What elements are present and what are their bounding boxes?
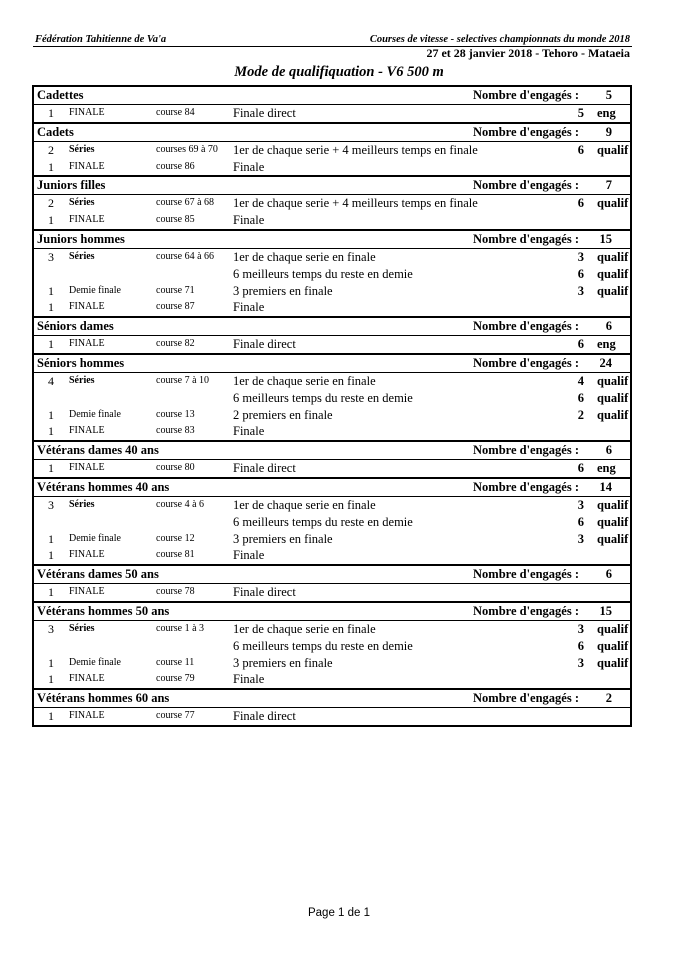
table-row bbox=[34, 423, 630, 440]
category-header bbox=[34, 124, 630, 142]
race-type: FINALE bbox=[69, 549, 105, 561]
qualification-status: qualif bbox=[597, 390, 629, 405]
category-block bbox=[32, 229, 632, 318]
category-name: Cadettes bbox=[37, 88, 84, 102]
race-count: 1 bbox=[48, 672, 54, 687]
qualification-rule: 6 meilleurs temps du reste en demie bbox=[233, 638, 413, 653]
category-header bbox=[34, 355, 630, 373]
race-count: 1 bbox=[48, 655, 54, 670]
race-type: Séries bbox=[69, 143, 95, 155]
race-type: FINALE bbox=[69, 673, 105, 685]
table-row bbox=[34, 105, 630, 122]
table-row bbox=[34, 531, 630, 548]
qualified-count: 6 bbox=[577, 196, 584, 211]
category-header bbox=[34, 690, 630, 708]
category-block bbox=[32, 440, 632, 479]
qualification-rule: 1er de chaque serie + 4 meilleurs temps en finale bbox=[233, 196, 478, 211]
table-row bbox=[34, 283, 630, 300]
course-number: course 79 bbox=[156, 673, 195, 685]
engages-count: 7 bbox=[605, 178, 612, 193]
qualified-count: 6 bbox=[577, 266, 584, 281]
race-count: 1 bbox=[48, 461, 54, 476]
engages-label: Nombre d'engagés : bbox=[473, 178, 580, 193]
federation-name: Fédération Tahitienne de Va'a bbox=[35, 34, 167, 45]
course-number: course 4 à 6 bbox=[156, 498, 205, 510]
qualification-rule: 6 meilleurs temps du reste en demie bbox=[233, 390, 413, 405]
table-row bbox=[34, 638, 630, 655]
qualification-status: qualif bbox=[597, 249, 629, 264]
table-row bbox=[34, 547, 630, 564]
race-count: 1 bbox=[48, 213, 54, 228]
qualification-rule: 6 meilleurs temps du reste en demie bbox=[233, 514, 413, 529]
qualification-rule: 3 premiers en finale bbox=[233, 531, 333, 546]
qualification-status: qualif bbox=[597, 196, 629, 211]
engages-count: 15 bbox=[599, 603, 612, 618]
race-count: 1 bbox=[48, 407, 54, 422]
engages-label: Nombre d'engagés : bbox=[473, 603, 580, 618]
qualified-count: 6 bbox=[577, 638, 584, 653]
race-type: Demie finale bbox=[69, 284, 121, 296]
category-name: Cadets bbox=[37, 124, 74, 139]
qualification-status: qualif bbox=[597, 266, 629, 281]
qualification-status: eng bbox=[597, 461, 616, 476]
qualification-status: qualif bbox=[597, 142, 629, 157]
qualification-rule: 6 meilleurs temps du reste en demie bbox=[233, 266, 413, 281]
race-type: FINALE bbox=[69, 710, 105, 722]
race-type: FINALE bbox=[69, 338, 105, 350]
qualified-count: 3 bbox=[577, 497, 584, 512]
table-row bbox=[34, 142, 630, 159]
engages-label: Nombre d'engagés : bbox=[473, 567, 580, 582]
qualification-status: qualif bbox=[597, 407, 629, 422]
race-count: 1 bbox=[48, 106, 54, 120]
race-count: 1 bbox=[48, 585, 54, 600]
qualification-status: qualif bbox=[597, 283, 629, 298]
table-row bbox=[34, 621, 630, 638]
race-count: 3 bbox=[48, 621, 54, 636]
engages-label: Nombre d'engagés : bbox=[473, 443, 580, 458]
engages-count: 6 bbox=[605, 567, 612, 582]
qualified-count: 6 bbox=[577, 514, 584, 529]
category-name: Vétérans hommes 50 ans bbox=[37, 603, 170, 618]
engages-label: Nombre d'engagés : bbox=[473, 231, 580, 246]
qualification-rule: Finale bbox=[233, 159, 265, 174]
course-number: course 83 bbox=[156, 425, 195, 437]
category-name: Séniors dames bbox=[37, 319, 114, 334]
category-name: Vétérans dames 50 ans bbox=[37, 567, 159, 582]
race-count: 1 bbox=[48, 548, 54, 563]
engages-count: 15 bbox=[599, 231, 612, 246]
table-row bbox=[34, 390, 630, 407]
race-count: 2 bbox=[48, 142, 54, 157]
category-name: Juniors hommes bbox=[37, 231, 125, 246]
category-name: Vétérans dames 40 ans bbox=[37, 443, 159, 458]
course-number: course 7 à 10 bbox=[156, 374, 210, 386]
race-type: Séries bbox=[69, 374, 95, 386]
race-count: 1 bbox=[48, 424, 54, 439]
page-title: Mode de qualifiquation - V6 500 m bbox=[234, 64, 444, 80]
qualified-count: 3 bbox=[577, 249, 584, 264]
engages-count: 14 bbox=[599, 479, 612, 494]
race-count: 1 bbox=[48, 300, 54, 315]
qualification-status: qualif bbox=[597, 655, 629, 670]
category-block bbox=[32, 122, 632, 178]
race-type: Demie finale bbox=[69, 408, 121, 420]
engages-label: Nombre d'engagés : bbox=[473, 124, 580, 139]
race-count: 1 bbox=[48, 337, 54, 352]
course-number: course 11 bbox=[156, 656, 195, 668]
qualification-rule: 1er de chaque serie en finale bbox=[233, 621, 376, 636]
category-name: Séniors hommes bbox=[37, 355, 125, 370]
qualified-count: 6 bbox=[577, 337, 584, 352]
category-block bbox=[32, 477, 632, 566]
category-block bbox=[32, 353, 632, 442]
race-count: 1 bbox=[48, 283, 54, 298]
qualification-rule: 1er de chaque serie en finale bbox=[233, 249, 376, 264]
course-number: course 87 bbox=[156, 301, 195, 313]
engages-count: 9 bbox=[605, 124, 612, 139]
course-number: course 77 bbox=[156, 710, 195, 722]
date-location: 27 et 28 janvier 2018 - Tehoro - Mataeia bbox=[426, 46, 630, 60]
race-count: 1 bbox=[48, 531, 54, 546]
category-header bbox=[34, 442, 630, 460]
table-row bbox=[34, 655, 630, 672]
table-row bbox=[34, 407, 630, 424]
qualification-rule: 3 premiers en finale bbox=[233, 655, 333, 670]
category-block bbox=[32, 316, 632, 355]
competition-name: Courses de vitesse - selectives championnats du monde 2018 bbox=[369, 34, 630, 45]
qualification-rule: Finale direct bbox=[233, 709, 296, 724]
qualification-table bbox=[32, 87, 632, 727]
qualification-status: qualif bbox=[597, 638, 629, 653]
category-block bbox=[32, 601, 632, 690]
qualified-count: 3 bbox=[577, 621, 584, 636]
qualification-rule: 1er de chaque serie + 4 meilleurs temps en finale bbox=[233, 142, 478, 157]
table-row bbox=[34, 195, 630, 212]
qualified-count: 6 bbox=[577, 461, 584, 476]
course-number: course 78 bbox=[156, 586, 195, 598]
course-number: course 85 bbox=[156, 214, 195, 226]
engages-label: Nombre d'engagés : bbox=[473, 319, 580, 334]
race-count: 1 bbox=[48, 159, 54, 174]
category-name: Vétérans hommes 60 ans bbox=[37, 691, 170, 706]
race-type: FINALE bbox=[69, 462, 105, 474]
qualification-rule: Finale direct bbox=[233, 585, 296, 600]
qualification-status: qualif bbox=[597, 514, 629, 529]
table-row bbox=[34, 671, 630, 688]
table-row bbox=[34, 336, 630, 353]
qualification-rule: Finale bbox=[233, 300, 265, 315]
race-type: Demie finale bbox=[69, 532, 121, 544]
table-row bbox=[34, 299, 630, 316]
table-row bbox=[34, 266, 630, 283]
race-count: 3 bbox=[48, 497, 54, 512]
engages-count: 5 bbox=[605, 88, 612, 102]
race-count: 3 bbox=[48, 249, 54, 264]
qualified-count: 4 bbox=[577, 373, 584, 388]
race-type: Demie finale bbox=[69, 656, 121, 668]
course-number: course 82 bbox=[156, 338, 195, 350]
qualification-rule: Finale bbox=[233, 548, 265, 563]
table-row bbox=[34, 373, 630, 390]
category-block bbox=[32, 85, 632, 124]
race-type: FINALE bbox=[69, 214, 105, 226]
engages-label: Nombre d'engagés : bbox=[473, 479, 580, 494]
category-block bbox=[32, 564, 632, 603]
table-row bbox=[34, 514, 630, 531]
race-type: FINALE bbox=[69, 160, 105, 172]
qualification-rule: Finale direct bbox=[233, 337, 296, 352]
category-header bbox=[34, 177, 630, 195]
race-count: 4 bbox=[48, 373, 54, 388]
table-row bbox=[34, 460, 630, 477]
engages-label: Nombre d'engagés : bbox=[473, 355, 580, 370]
category-header bbox=[34, 231, 630, 249]
engages-count: 6 bbox=[605, 443, 612, 458]
race-type: Séries bbox=[69, 250, 95, 262]
qualified-count: 3 bbox=[577, 655, 584, 670]
category-name: Vétérans hommes 40 ans bbox=[37, 479, 170, 494]
qualification-status: qualif bbox=[597, 373, 629, 388]
category-header bbox=[34, 87, 630, 105]
table-row bbox=[34, 497, 630, 514]
race-type: Séries bbox=[69, 498, 95, 510]
engages-count: 6 bbox=[605, 319, 612, 334]
table-row bbox=[34, 212, 630, 229]
qualification-rule: Finale bbox=[233, 424, 265, 439]
category-block bbox=[32, 688, 632, 727]
qualification-status: eng bbox=[597, 106, 616, 120]
category-name: Juniors filles bbox=[37, 178, 106, 193]
category-header bbox=[34, 318, 630, 336]
qualification-rule: 1er de chaque serie en finale bbox=[233, 373, 376, 388]
table-row bbox=[34, 159, 630, 176]
qualification-rule: 2 premiers en finale bbox=[233, 407, 333, 422]
qualification-status: qualif bbox=[597, 621, 629, 636]
engages-label: Nombre d'engagés : bbox=[473, 691, 580, 706]
race-type: FINALE bbox=[69, 301, 105, 313]
qualification-rule: 3 premiers en finale bbox=[233, 283, 333, 298]
course-number: course 12 bbox=[156, 532, 195, 544]
race-count: 1 bbox=[48, 709, 54, 724]
course-number: course 13 bbox=[156, 408, 195, 420]
qualification-status: qualif bbox=[597, 531, 629, 546]
qualified-count: 3 bbox=[577, 531, 584, 546]
engages-label: Nombre d'engagés : bbox=[473, 88, 580, 102]
category-header bbox=[34, 603, 630, 621]
race-count: 2 bbox=[48, 196, 54, 211]
category-header bbox=[34, 566, 630, 584]
course-number: course 64 à 66 bbox=[156, 250, 215, 262]
course-number: course 71 bbox=[156, 284, 195, 296]
race-type: Séries bbox=[69, 197, 95, 209]
category-header bbox=[34, 479, 630, 497]
qualification-rule: Finale bbox=[233, 672, 265, 687]
course-number: course 80 bbox=[156, 462, 195, 474]
qualified-count: 2 bbox=[577, 407, 584, 422]
course-number: course 1 à 3 bbox=[156, 622, 205, 634]
qualified-count: 6 bbox=[577, 142, 584, 157]
table-row bbox=[34, 249, 630, 266]
qualification-rule: Finale direct bbox=[233, 461, 296, 476]
race-type: FINALE bbox=[69, 586, 105, 598]
course-number: course 67 à 68 bbox=[156, 197, 215, 209]
race-type: FINALE bbox=[69, 425, 105, 437]
race-type: Séries bbox=[69, 622, 95, 634]
course-number: course 84 bbox=[156, 107, 195, 118]
course-number: course 86 bbox=[156, 160, 195, 172]
qualified-count: 5 bbox=[577, 106, 584, 120]
qualified-count: 6 bbox=[577, 390, 584, 405]
race-type: FINALE bbox=[69, 107, 105, 118]
engages-count: 2 bbox=[605, 691, 612, 706]
table-row bbox=[34, 584, 630, 601]
qualification-status: eng bbox=[597, 337, 616, 352]
engages-count: 24 bbox=[599, 355, 612, 370]
course-number: courses 69 à 70 bbox=[156, 143, 218, 155]
category-block bbox=[32, 175, 632, 231]
qualification-rule: Finale bbox=[233, 213, 265, 228]
table-row bbox=[34, 708, 630, 725]
qualification-status: qualif bbox=[597, 497, 629, 512]
qualification-rule: Finale direct bbox=[233, 106, 296, 120]
qualified-count: 3 bbox=[577, 283, 584, 298]
course-number: course 81 bbox=[156, 549, 195, 561]
page-number: Page 1 de 1 bbox=[307, 907, 371, 919]
qualification-rule: 1er de chaque serie en finale bbox=[233, 497, 376, 512]
